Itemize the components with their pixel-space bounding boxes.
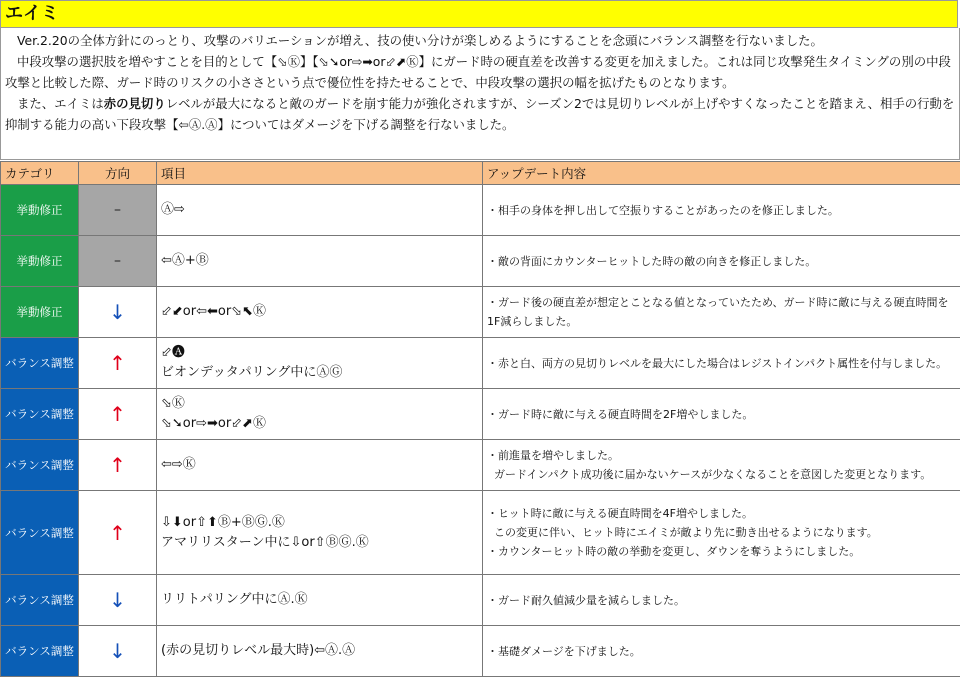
table-row	[1, 287, 960, 338]
item-cell	[157, 389, 483, 440]
content-line: 1F減らしました。	[487, 315, 578, 328]
category-cell: バランス調整	[1, 440, 79, 491]
item-line: ⬂➘or⇨➡or⬃⬈Ⓚ	[161, 416, 266, 431]
item-line: ⬃🅐	[161, 345, 185, 360]
table-row	[1, 575, 960, 626]
intro-p3-post: レベルが最大になると敵のガードを崩す能力が強化されますが、シーズン2では見切りレベルが上げやすくなったことを踏まえ、相手の行動を抑制する能力の高い下段攻撃【⇦Ⓐ.Ⓐ】についてはダメージを下げる調整を行ないました。	[5, 96, 955, 132]
content-line: ・前進量を増やしました。	[487, 449, 619, 462]
direction-cell	[79, 389, 157, 440]
table-row	[1, 626, 960, 677]
intro-p3-pre: また、エイミは	[17, 96, 104, 111]
content-line: ガードインパクト成功後に届かないケースが少なくなることを意図した変更となります。	[487, 468, 932, 481]
header-content: アップデート内容	[483, 162, 960, 185]
content-cell	[483, 236, 960, 287]
intro-p3-bold: 赤の見切り	[103, 96, 166, 111]
item-cell	[157, 440, 483, 491]
content-cell	[483, 338, 960, 389]
header-direction: 方向	[79, 162, 157, 185]
table-header-row	[1, 162, 960, 185]
item-line: リリトパリング中にⒶ.Ⓚ	[161, 592, 308, 607]
item-line: アマリリスターン中に⇩or⇧ⒷⒼ.Ⓚ	[161, 534, 369, 550]
direction-cell	[79, 185, 157, 236]
content-cell	[483, 287, 960, 338]
direction-cell	[79, 236, 157, 287]
table-row	[1, 185, 960, 236]
page-title: エイミ	[0, 0, 958, 28]
content-cell	[483, 575, 960, 626]
arrow-down-icon: ↓	[109, 300, 126, 324]
category-cell: バランス調整	[1, 626, 79, 677]
content-line: ・ガード時に敵に与える硬直時間を2F増やしました。	[487, 407, 754, 421]
item-cell	[157, 236, 483, 287]
direction-cell	[79, 287, 157, 338]
category-cell: バランス調整	[1, 575, 79, 626]
content-line: この変更に伴い、ヒット時にエイミが敵より先に動き出せるようになります。	[487, 526, 878, 539]
category-cell: バランス調整	[1, 389, 79, 440]
category-cell: 挙動修正	[1, 185, 79, 236]
table-row	[1, 338, 960, 389]
content-line: ・相手の身体を押し出して空振りすることがあったのを修正しました。	[487, 203, 839, 217]
item-line: (赤の見切りレベル最大時)⇦Ⓐ.Ⓐ	[161, 643, 356, 658]
content-line: ・基礎ダメージを下げました。	[487, 644, 641, 658]
content-cell	[483, 185, 960, 236]
item-line: Ⓐ⇨	[161, 202, 185, 217]
update-table	[0, 161, 960, 677]
direction-cell	[79, 626, 157, 677]
intro-paragraph-3	[5, 93, 955, 135]
category-cell: 挙動修正	[1, 236, 79, 287]
dash-icon: –	[114, 202, 121, 218]
table-row	[1, 491, 960, 575]
content-cell	[483, 440, 960, 491]
arrow-up-icon: ↑	[109, 351, 126, 375]
content-line: ・ヒット時に敵に与える硬直時間を4F増やしました。	[487, 507, 753, 520]
direction-cell	[79, 491, 157, 575]
table-row	[1, 440, 960, 491]
item-cell	[157, 185, 483, 236]
item-line: ⇦⇨Ⓚ	[161, 457, 196, 472]
content-line: ・ガード後の硬直差が想定とことなる値となっていたため、ガード時に敵に与える硬直時間を	[487, 296, 949, 309]
intro-paragraph-2: 中段攻撃の選択肢を増やすことを目的として【⬂Ⓚ】【⬂➘or⇨➡or⬃⬈Ⓚ】にガード時の硬直差を改善する変更を加えました。これは同じ攻撃発生タイミングの別の中段攻撃と比較した際、ガード時のリスクの小ささという点で優位性を持たせることで、中段攻撃の選択の幅を拡げたものとなります。	[5, 54, 951, 90]
category-cell: 挙動修正	[1, 287, 79, 338]
content-cell	[483, 626, 960, 677]
arrow-up-icon: ↑	[109, 520, 126, 545]
arrow-up-icon: ↑	[109, 402, 126, 426]
arrow-up-icon: ↑	[109, 453, 126, 477]
category-cell: バランス調整	[1, 491, 79, 575]
item-line: ⇦Ⓐ+Ⓑ	[161, 253, 209, 268]
table-row	[1, 236, 960, 287]
arrow-down-icon: ↓	[109, 588, 126, 612]
arrow-down-icon: ↓	[109, 639, 126, 663]
table-row	[1, 389, 960, 440]
item-line: ビオンデッタパリング中にⒶⒼ	[161, 365, 343, 380]
direction-cell	[79, 338, 157, 389]
content-line: ・赤と白、両方の見切りレベルを最大にした場合はレジストインパクト属性を付与しました。	[487, 356, 948, 370]
intro-paragraph-1: Ver.2.20の全体方針にのっとり、攻撃のバリエーションが増え、技の使い分けが楽しめるようにすることを念頭にバランス調整を行ないました。	[17, 33, 823, 48]
header-item: 項目	[157, 162, 483, 185]
header-category: カテゴリ	[1, 162, 79, 185]
item-cell	[157, 287, 483, 338]
item-cell	[157, 626, 483, 677]
item-line: ⬃⬋or⇦⬅or⬂⬉Ⓚ	[161, 304, 266, 319]
content-line: ・敵の背面にカウンターヒットした時の敵の向きを修正しました。	[487, 254, 817, 268]
content-line: ・ガード耐久値減少量を減らしました。	[487, 593, 685, 607]
direction-cell	[79, 440, 157, 491]
content-cell	[483, 389, 960, 440]
item-line: ⇩⬇or⇧⬆Ⓑ+ⒷⒼ.Ⓚ	[161, 514, 285, 530]
content-line: ・カウンターヒット時の敵の挙動を変更し、ダウンを奪うようにしました。	[487, 545, 861, 558]
category-cell: バランス調整	[1, 338, 79, 389]
item-cell	[157, 491, 483, 575]
direction-cell	[79, 575, 157, 626]
item-line: ⬂Ⓚ	[161, 396, 185, 411]
item-cell	[157, 338, 483, 389]
item-cell	[157, 575, 483, 626]
intro-text	[0, 28, 960, 160]
dash-icon: –	[114, 253, 121, 269]
content-cell	[483, 491, 960, 575]
